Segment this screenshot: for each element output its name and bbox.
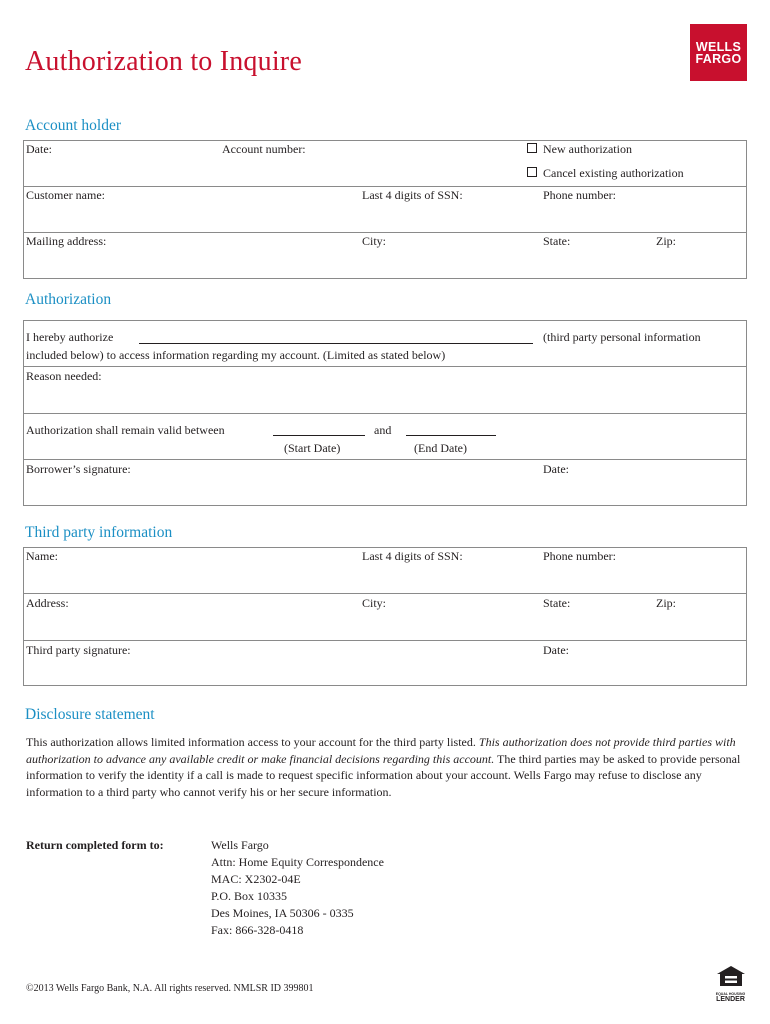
third-party-state-field[interactable]: State:	[543, 596, 571, 610]
divider	[23, 593, 747, 594]
authorization-line-2: included below) to access information regarding my account. (Limited as stated below)	[26, 348, 446, 362]
logo-line-1: WELLS	[695, 39, 742, 54]
divider	[23, 186, 747, 187]
new-authorization-label: New authorization	[543, 142, 632, 156]
third-party-heading: Third party information	[25, 524, 173, 541]
end-date-caption: (End Date)	[414, 441, 467, 455]
third-party-box	[23, 547, 747, 686]
phone-number-field[interactable]: Phone number:	[543, 188, 616, 202]
account-number-field[interactable]: Account number:	[222, 142, 306, 156]
return-address-line: Des Moines, IA 50306 - 0335	[211, 906, 354, 920]
return-address-line: Wells Fargo	[211, 838, 269, 852]
copyright-text: ©2013 Wells Fargo Bank, N.A. All rights reserved. NMLSR ID 399801	[26, 983, 314, 994]
new-authorization-checkbox[interactable]	[527, 143, 537, 153]
return-to-label: Return completed form to:	[26, 838, 164, 852]
zip-field[interactable]: Zip:	[656, 234, 676, 248]
third-party-signature-field[interactable]: Third party signature:	[26, 643, 131, 657]
date-field[interactable]: Date:	[26, 142, 52, 156]
start-date-input[interactable]	[273, 435, 365, 436]
page-title: Authorization to Inquire	[25, 46, 302, 77]
third-party-phone-field[interactable]: Phone number:	[543, 549, 616, 563]
third-party-date-field[interactable]: Date:	[543, 643, 569, 657]
third-party-ssn-field[interactable]: Last 4 digits of SSN:	[362, 549, 463, 563]
third-party-note: (third party personal information	[543, 330, 701, 344]
third-party-name-field[interactable]: Name:	[26, 549, 58, 563]
return-address-line: Fax: 866-328-0418	[211, 923, 304, 937]
mailing-address-field[interactable]: Mailing address:	[26, 234, 107, 248]
disclosure-text	[26, 734, 744, 800]
divider	[23, 459, 747, 460]
logo-line-2: FARGO	[695, 51, 742, 66]
ehl-large-text: LENDER	[716, 996, 745, 1003]
start-date-caption: (Start Date)	[284, 441, 341, 455]
return-address-line: Attn: Home Equity Correspondence	[211, 855, 384, 869]
wells-fargo-logo	[690, 24, 747, 81]
equal-housing-lender-icon	[713, 965, 748, 1004]
customer-name-field[interactable]: Customer name:	[26, 188, 105, 202]
disclosure-text-1: This authorization allows limited information access to your account for the third party listed.	[26, 735, 479, 749]
state-field[interactable]: State:	[543, 234, 571, 248]
ehl-small-text: EQUAL HOUSING	[715, 992, 746, 996]
divider	[23, 232, 747, 233]
divider	[23, 366, 747, 367]
authorization-heading: Authorization	[25, 291, 112, 308]
authorized-party-input[interactable]	[139, 343, 533, 344]
disclosure-heading: Disclosure statement	[25, 706, 155, 723]
disclosure-text-2: The third parties may be asked to provide personal information to verify the identity if a call is made to request specific information about your account. Wells Fargo may refuse to disclose any information to a third party who cannot verify his or her secure information.	[26, 751, 741, 799]
borrower-date-field[interactable]: Date:	[543, 462, 569, 476]
hereby-authorize-label: I hereby authorize	[26, 330, 114, 344]
borrower-signature-field[interactable]: Borrower’s signature:	[26, 462, 131, 476]
third-party-zip-field[interactable]: Zip:	[656, 596, 676, 610]
divider	[23, 413, 747, 414]
cancel-authorization-checkbox[interactable]	[527, 167, 537, 177]
ssn-last4-field[interactable]: Last 4 digits of SSN:	[362, 188, 463, 202]
city-field[interactable]: City:	[362, 234, 387, 248]
and-label: and	[374, 423, 392, 437]
third-party-city-field[interactable]: City:	[362, 596, 387, 610]
divider	[23, 640, 747, 641]
reason-needed-field[interactable]: Reason needed:	[26, 369, 102, 383]
account-holder-heading: Account holder	[25, 117, 121, 134]
third-party-address-field[interactable]: Address:	[26, 596, 69, 610]
valid-between-label: Authorization shall remain valid between	[26, 423, 225, 437]
end-date-input[interactable]	[406, 435, 496, 436]
return-address-line: P.O. Box 10335	[211, 889, 288, 903]
return-address-line: MAC: X2302-04E	[211, 872, 301, 886]
cancel-authorization-label: Cancel existing authorization	[543, 166, 684, 180]
disclosure-text-italic: This authorization does not provide third parties with authorization to advance any available credit or make financial decisions regarding this account.	[26, 735, 736, 766]
house-icon	[716, 965, 746, 987]
account-holder-box	[23, 140, 747, 279]
return-address	[211, 837, 384, 939]
